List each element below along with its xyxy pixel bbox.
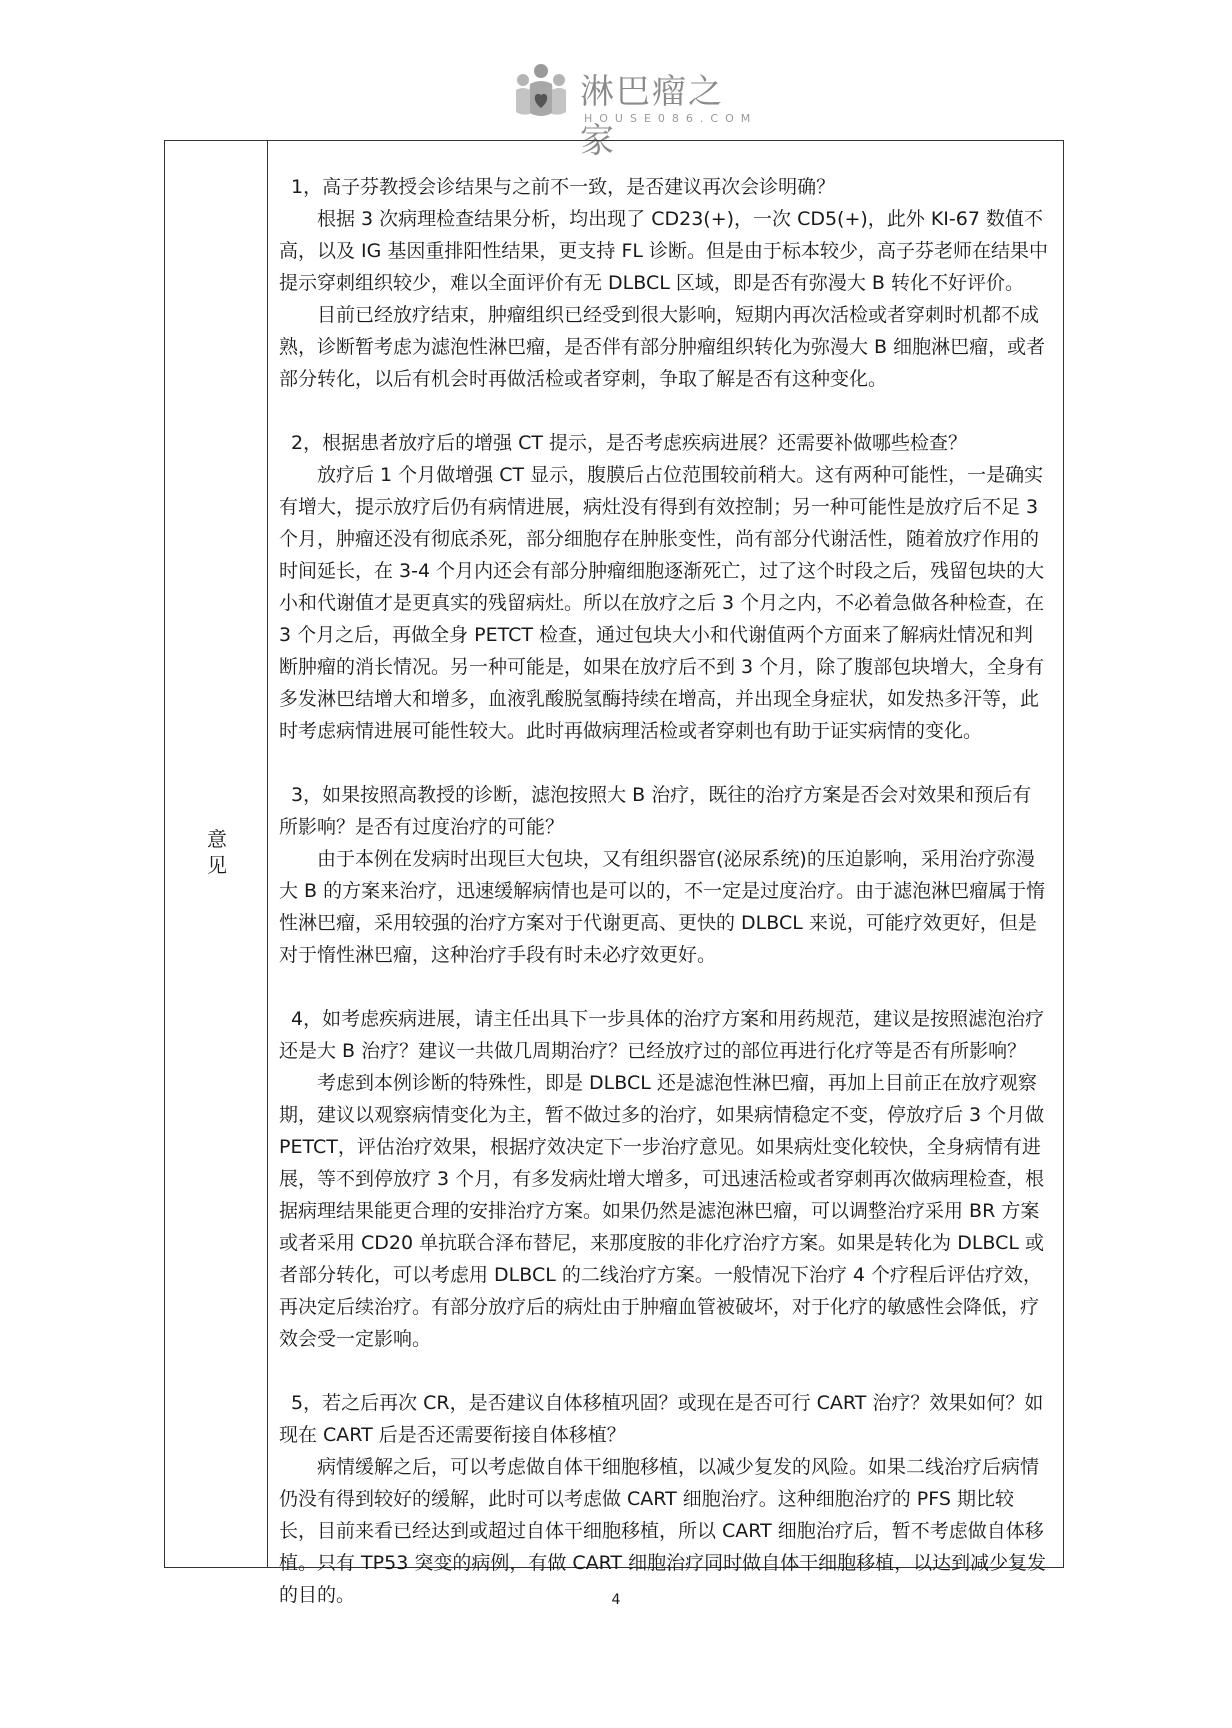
answer-paragraph: 放疗后 1 个月做增强 CT 显示，腹膜后占位范围较前稍大。这有两种可能性，一是确实有增大，提示放疗后仍有病情进展，病灶没有得到有效控制；另一种可能性是放疗后不足 3 个月，肿瘤还没有彻底杀死，部分细胞存在肿胀变性，尚有部分代谢活性，随着放疗作用的时间延长，在 3-4 个月内还会有部分肿瘤细胞逐渐死亡，过了这个时段之后，残留包块的大小和代谢值才是更真实的残留病灶。所以在放疗之后 3 个月之内，不必着急做各种检查，在 3 个月之后，再做全身 PETCT 检查，通过包块大小和代谢值两个方面来了解病灶情况和判断肿瘤的消长情况。另一种可能是，如果在放疗后不到 3 个月，除了腹部包块增大，全身有多发淋巴结增大和增多，血液乳酸脱氢酶持续在增高，并出现全身症状，如发热多汗等，此时考虑病情进展可能性较大。此时再做病理活检或者穿刺也有助于证实病情的变化。 bbox=[279, 464, 1045, 742]
qa-section bbox=[279, 1003, 1049, 1355]
question: 5，若之后再次 CR，是否建议自体移植巩固？或现在是否可行 CART 治疗？效果如何？如现在 CART 后是否还需要衔接自体移植？ bbox=[279, 1392, 1044, 1446]
logo-url: HOUSE086.COM bbox=[584, 112, 758, 125]
answer-paragraph: 根据 3 次病理检查结果分析，均出现了 CD23(+)，一次 CD5(+)，此外 KI-67 数值不高，以及 IG 基因重排阳性结果，更支持 FL 诊断。但是由于标本较少，高子芬老师在结果中提示穿刺组织较少，难以全面评价有无 DLBCL 区域，即是否有弥漫大 B 转化不好评价。 bbox=[279, 208, 1049, 294]
opinion-table bbox=[164, 140, 1064, 1606]
answer-paragraph: 目前已经放疗结束，肿瘤组织已经受到很大影响，短期内再次活检或者穿刺时机都不成熟，诊断暂考虑为滤泡性淋巴瘤，是否伴有部分肿瘤组织转化为弥漫大 B 细胞淋巴瘤，或者部分转化，以后有机会时再做活检或者穿刺，争取了解是否有这种变化。 bbox=[279, 304, 1046, 390]
row-label: 意见 bbox=[207, 827, 227, 877]
question: 1，高子芬教授会诊结果与之前不一致，是否建议再次会诊明确？ bbox=[291, 176, 836, 198]
question: 2，根据患者放疗后的增强 CT 提示，是否考虑疾病进展？还需要补做哪些检查？ bbox=[291, 432, 968, 454]
opinion-content bbox=[279, 171, 1049, 1611]
page-number: 4 bbox=[611, 1592, 621, 1608]
qa-section bbox=[279, 779, 1049, 971]
question: 4，如考虑疾病进展，请主任出具下一步具体的治疗方案和用药规范，建议是按照滤泡治疗还是大 B 治疗？建议一共做几周期治疗？已经放疗过的部位再进行化疗等是否有所影响？ bbox=[279, 1008, 1045, 1062]
qa-section bbox=[279, 1387, 1049, 1611]
qa-section bbox=[279, 171, 1049, 395]
logo-name: 淋巴瘤之家 bbox=[580, 72, 724, 161]
answer-paragraph: 考虑到本例诊断的特殊性，即是 DLBCL 还是滤泡性淋巴瘤，再加上目前正在放疗观察期，建议以观察病情变化为主，暂不做过多的治疗，如果病情稳定不变，停放疗后 3 个月做 PETCT，评估治疗效果，根据疗效决定下一步治疗意见。如果病灶变化较快，全身病情有进展，等不到停放疗 3 个月，有多发病灶增大增多，可迅速活检或者穿刺再次做病理检查，根据病理结果能更合理的安排治疗方案。如果仍然是滤泡淋巴瘤，可以调整治疗采用 BR 方案或者采用 CD20 单抗联合泽布替尼，来那度胺的非化疗治疗方案。如果是转化为 DLBCL 或者部分转化，可以考虑用 DLBCL 的二线治疗方案。一般情况下治疗 4 个疗程后评估疗效，再决定后续治疗。有部分放疗后的病灶由于肿瘤血管被破坏，对于化疗的敏感性会降低，疗效会受一定影响。 bbox=[279, 1072, 1045, 1350]
question: 3，如果按照高教授的诊断，滤泡按照大 B 治疗，既往的治疗方案是否会对效果和预后有所影响？是否有过度治疗的可能？ bbox=[279, 784, 1032, 838]
family-heart-icon bbox=[510, 62, 572, 124]
answer-paragraph: 病情缓解之后，可以考虑做自体干细胞移植，以减少复发的风险。如果二线治疗后病情仍没有得到较好的缓解，此时可以考虑做 CART 细胞治疗。这种细胞治疗的 PFS 期比较长，目前来看已经达到或超过自体干细胞移植，所以 CART 细胞治疗后，暂不考虑做自体移植。只有 TP53 突变的病例，有做 CART 细胞治疗同时做自体干细胞移植，以达到减少复发的目的。 bbox=[279, 1456, 1047, 1606]
qa-section bbox=[279, 427, 1049, 747]
label-column bbox=[165, 141, 268, 1567]
answer-paragraph: 由于本例在发病时出现巨大包块，又有组织器官(泌尿系统)的压迫影响，采用治疗弥漫大 B 的方案来治疗，迅速缓解病情也是可以的，不一定是过度治疗。由于滤泡淋巴瘤属于惰性淋巴瘤，采用较强的治疗方案对于代谢更高、更快的 DLBCL 来说，可能疗效更好，但是对于惰性淋巴瘤，这种治疗手段有时未必疗效更好。 bbox=[279, 848, 1046, 966]
logo bbox=[510, 58, 758, 161]
